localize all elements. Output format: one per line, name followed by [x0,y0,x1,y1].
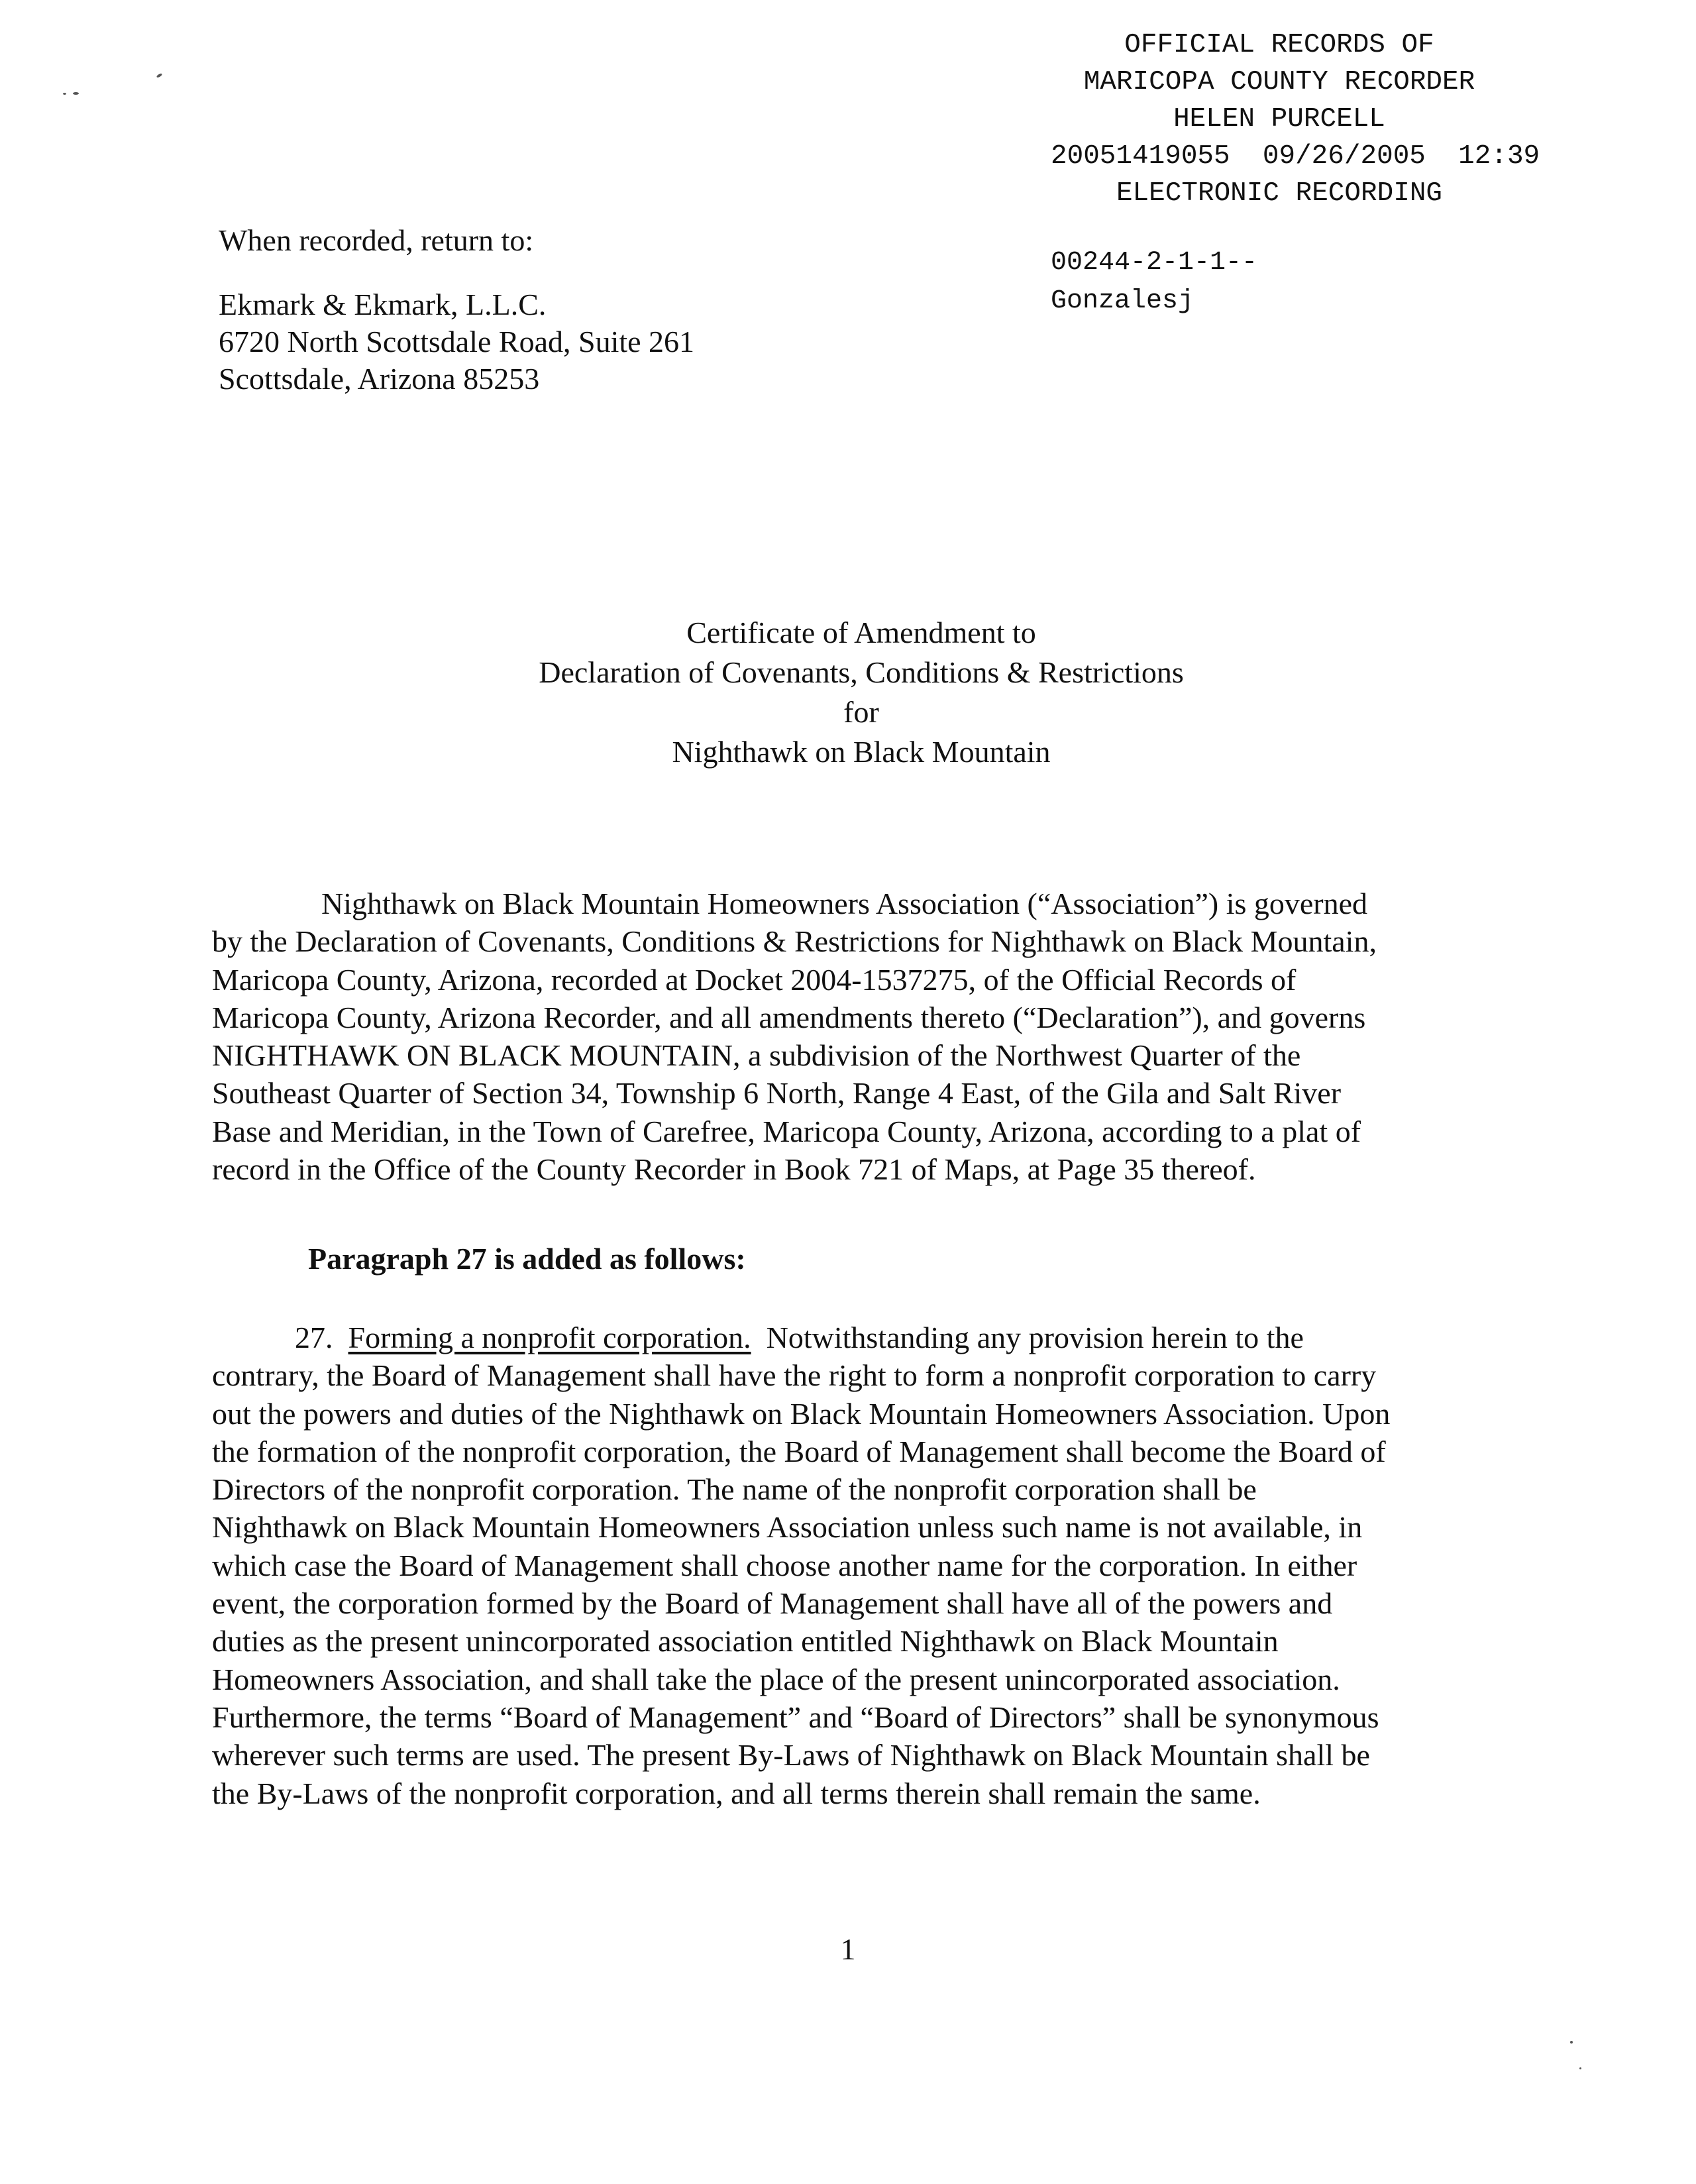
filing-clerk: Gonzalesj [1051,286,1194,316]
document-number: 20051419055 [1051,141,1230,172]
return-name: Ekmark & Ekmark, L.L.C. [219,288,547,321]
paragraph-line: the By-Laws of the nonprofit corporation, and all terms therein shall remain the same. [212,1776,1261,1810]
stamp-line: HELEN PURCELL [1173,104,1385,135]
paragraph-line: out the powers and duties of the Nighthawk on Black Mountain Homeowners Association. Upon [212,1396,1391,1431]
document-title [331,613,1391,772]
stamp-line: MARICOPA COUNTY RECORDER [1083,67,1475,97]
scan-speck [1570,2041,1573,2044]
return-city: Scottsdale, Arizona 85253 [219,362,540,396]
paragraph-line: Nighthawk on Black Mountain Homeowners Association unless such name is not available, in [212,1510,1363,1545]
return-address-block [219,222,694,398]
page-number: 1 [840,1932,856,1966]
paragraph-title: Forming a nonprofit corporation. [348,1321,751,1354]
recording-time: 12:39 [1458,141,1540,172]
filing-codes [1051,244,1257,321]
intro-paragraph [212,885,1507,1188]
paragraph-heading: Paragraph 27 is added as follows: [308,1242,746,1276]
paragraph-line: event, the corporation formed by the Board of Management shall have all of the powers and [212,1586,1333,1621]
recording-date: 09/26/2005 [1262,141,1426,172]
paragraph-line: record in the Office of the County Recorder in Book 721 of Maps, at Page 35 thereof. [212,1152,1256,1187]
paragraph-line: Furthermore, the terms “Board of Management” and “Board of Directors” shall be synonymous [212,1700,1379,1734]
title-line: Declaration of Covenants, Conditions & Restrictions [539,655,1184,689]
title-line: Certificate of Amendment to [686,616,1036,649]
stamp-line: OFFICIAL RECORDS OF [1124,30,1434,60]
paragraph-line: Maricopa County, Arizona, recorded at Docket 2004-1537275, of the Official Records of [212,962,1297,997]
paragraph-first-line [212,1319,1507,1356]
paragraph-line: Homeowners Association, and shall take the place of the present unincorporated association. [212,1662,1340,1696]
return-label: When recorded, return to: [219,223,534,257]
recording-stamp [1051,27,1634,212]
stamp-record-line [1051,138,1634,175]
title-line: for [843,695,879,729]
scan-speck [63,93,66,95]
paragraph-line: Directors of the nonprofit corporation. The name of the nonprofit corporation shall be [212,1472,1257,1507]
paragraph-line: Southeast Quarter of Section 34, Township 6 North, Range 4 East, of the Gila and Salt River [212,1076,1342,1111]
paragraph-text: Notwithstanding any provision herein to the [766,1321,1304,1354]
paragraph-number: 27. [295,1321,333,1354]
title-line: Nighthawk on Black Mountain [672,735,1051,769]
paragraph-line: NIGHTHAWK ON BLACK MOUNTAIN, a subdivision of the Northwest Quarter of the [212,1038,1301,1073]
scan-speck [156,73,163,78]
filing-code: 00244-2-1-1-- [1051,248,1258,278]
scan-speck [1579,2067,1581,2069]
paragraph-line: contrary, the Board of Management shall have the right to form a nonprofit corporation to carry [212,1358,1377,1393]
paragraph-line: duties as the present unincorporated association entitled Nighthawk on Black Mountain [212,1624,1279,1659]
return-street: 6720 North Scottsdale Road, Suite 261 [219,325,695,358]
paragraph-line: Nighthawk on Black Mountain Homeowners Association (“Association”) is governed [321,887,1368,920]
paragraph-line: by the Declaration of Covenants, Conditions & Restrictions for Nighthawk on Black Mountain, [212,924,1377,959]
paragraph-line: Maricopa County, Arizona Recorder, and all amendments thereto (“Declaration”), and governs [212,1000,1366,1034]
paragraph-line: the formation of the nonprofit corporation, the Board of Management shall become the Board of [212,1434,1386,1468]
paragraph-line: which case the Board of Management shall choose another name for the corporation. In either [212,1548,1357,1582]
paragraph-line: wherever such terms are used. The present By-Laws of Nighthawk on Black Mountain shall be [212,1738,1370,1773]
stamp-line: ELECTRONIC RECORDING [1116,178,1443,209]
scan-speck [73,92,79,95]
paragraph-line: Base and Meridian, in the Town of Carefree, Maricopa County, Arizona, according to a plat of [212,1114,1361,1148]
paragraph-27 [212,1319,1507,1812]
